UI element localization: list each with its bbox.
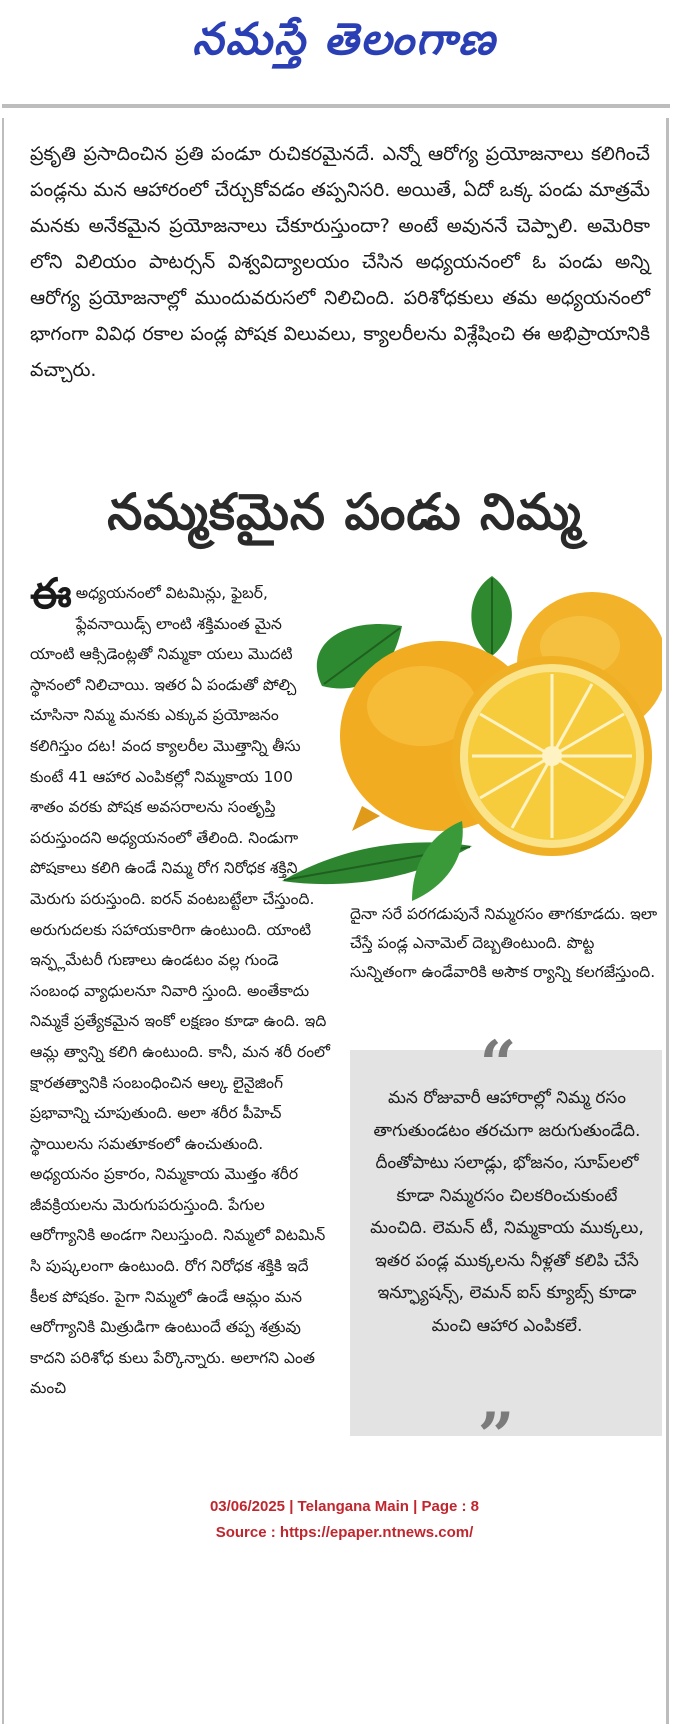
lemon-image bbox=[262, 546, 662, 906]
article-headline: నమ్మకమైన పండు నిమ్మ bbox=[107, 483, 582, 541]
left-border bbox=[2, 118, 4, 1724]
body-text: అధ్యయనంలో విటమిన్లు, ఫైబర్, ఫ్లేవనాయిడ్స్ లాంటి శక్తిమంత మైన యాంటి ఆక్సిడెంట్లతో నిమ్మకా యలు మొదటి స్థానంలో నిలిచాయి. ఇతర ఏ పండుతో పోల్చి చూసినా నిమ్మ మనకు ఎక్కువ ప్రయోజనం కలిగిస్తుం దట! వంద క్యాలరీల మొత్తాన్ని తీసు కుంటే 41 ఆహార ఎంపికల్లో నిమ్మకాయ 100 శాతం వరకు పోషక అవసరాలను సంతృప్తి పరుస్తుందని అధ్యయనంలో తేలింది. నిండుగా పోషకాలు కలిగి ఉండే నిమ్మ రోగ నిరోధక శక్తిని మెరుగు పరుస్తుంది. ఐరన్ వంటబట్టేలా చేస్తుంది. అరుగుదలకు సహాయకారిగా ఉంటుంది. యాంటి ఇన్ఫ్లమేటరీ గుణాలు ఉండటం వల్ల గుండె సంబంధ వ్యాధులనూ నివారి స్తుంది. అంతేకాదు నిమ్మకే ప్రత్యేకమైన ఇంకో లక్షణం కూడా ఉంది. ఇది ఆమ్ల త్వాన్ని కలిగి ఉంటుంది. కానీ, మన శరీ రంలో క్షారతత్వానికి సంబంధించిన ఆల్క లైనైజింగ్ ప్రభావాన్ని చూపుతుంది. అలా శరీర పీహెచ్ స్థాయిలను సమతూకంలో ఉంచుతుంది. అధ్యయనం ప్రకారం, నిమ్మకాయ మొత్తం శరీర జీవక్రియలను మెరుగుపరుస్తుంది. పేగుల ఆరోగ్యానికి అండగా నిలుస్తుంది. నిమ్మలో విటమిన్ సి పుష్కలంగా ఉంటుంది. రోగ నిరోధక శక్తికి ఇదే కీలక పోషకం. పైగా నిమ్మలో ఉండే ఆమ్లం మన ఆరోగ్యానికి మిత్రుడిగా ఉంటుందే తప్ప శత్రువు కాదని పరిశోధ కులు పేర్కొన్నారు. అలాగని ఎంత మంచి bbox=[30, 584, 331, 1398]
header-rule bbox=[2, 104, 670, 108]
intro-paragraph: ప్రకృతి ప్రసాదించిన ప్రతి పండూ రుచికరమైనదే. ఎన్నో ఆరోగ్య ప్రయోజనాలు కలిగించే పండ్లను మన ఆహారంలో చేర్చుకోవడం తప్పనిసరి. అయితే, ఏదో ఒక్క పండు మాత్రమే మనకు అనేకమైన ప్రయోజనాలు చేకూరుస్తుందా? అంటే అవుననే చెప్పాలి. అమెరికా లోని విలియం పాటర్సన్ విశ్వవిద్యాలయం చేసిన అధ్యయనంలో ఓ పండు అన్ని ఆరోగ్య ప్రయోజనాల్లో ముందువరుసలో నిలిచింది. పరిశోధకులు తమ అధ్యయనంలో భాగంగా వివిధ రకాల పండ్ల పోషక విలువలు, క్యాలరీలను విశ్లేషించి ఈ అభిప్రాయానికి వచ్చారు. bbox=[30, 143, 650, 381]
drop-cap: ఈ bbox=[30, 569, 72, 618]
masthead-title: నమస్తే తెలంగాణ bbox=[192, 14, 497, 65]
right-border bbox=[666, 118, 669, 1724]
footer-source-link[interactable]: Source : https://epaper.ntnews.com/ bbox=[215, 1524, 474, 1541]
pull-quote-text: మన రోజువారీ ఆహారాల్లో నిమ్మ రసం తాగుతుండటం తరచుగా జరుగుతుండేది. దీంతోపాటు సలాడ్లు, భోజనం, సూప్‌లలో కూడా నిమ్మరసం చిలకరించుకుంటే మంచిది. లెమన్ టీ, నిమ్మకాయ ముక్కలు, ఇతర పండ్ల ముక్కలను నీళ్లతో కలిపి చేసే ఇన్ఫ్యూషన్స్, లెమన్ ఐస్ క్యూబ్స్ కూడా మంచి ఆహార ఎంపికలే. bbox=[370, 1088, 644, 1336]
quote-open-icon: “ bbox=[479, 1027, 517, 1102]
continuation-text: దైనా సరే పరగడుపునే నిమ్మరసం తాగకూడదు. ఇలా చేస్తే పండ్ల ఎనామెల్ దెబ్బతింటుంది. పొట్ట సున్నితంగా ఉండేవారికి అసౌక ర్యాన్ని కలగజేస్తుంది. bbox=[350, 905, 658, 981]
quote-close-icon: ” bbox=[477, 1399, 515, 1474]
footer-date-line: 03/06/2025 | Telangana Main | Page : 8 bbox=[209, 1498, 480, 1515]
